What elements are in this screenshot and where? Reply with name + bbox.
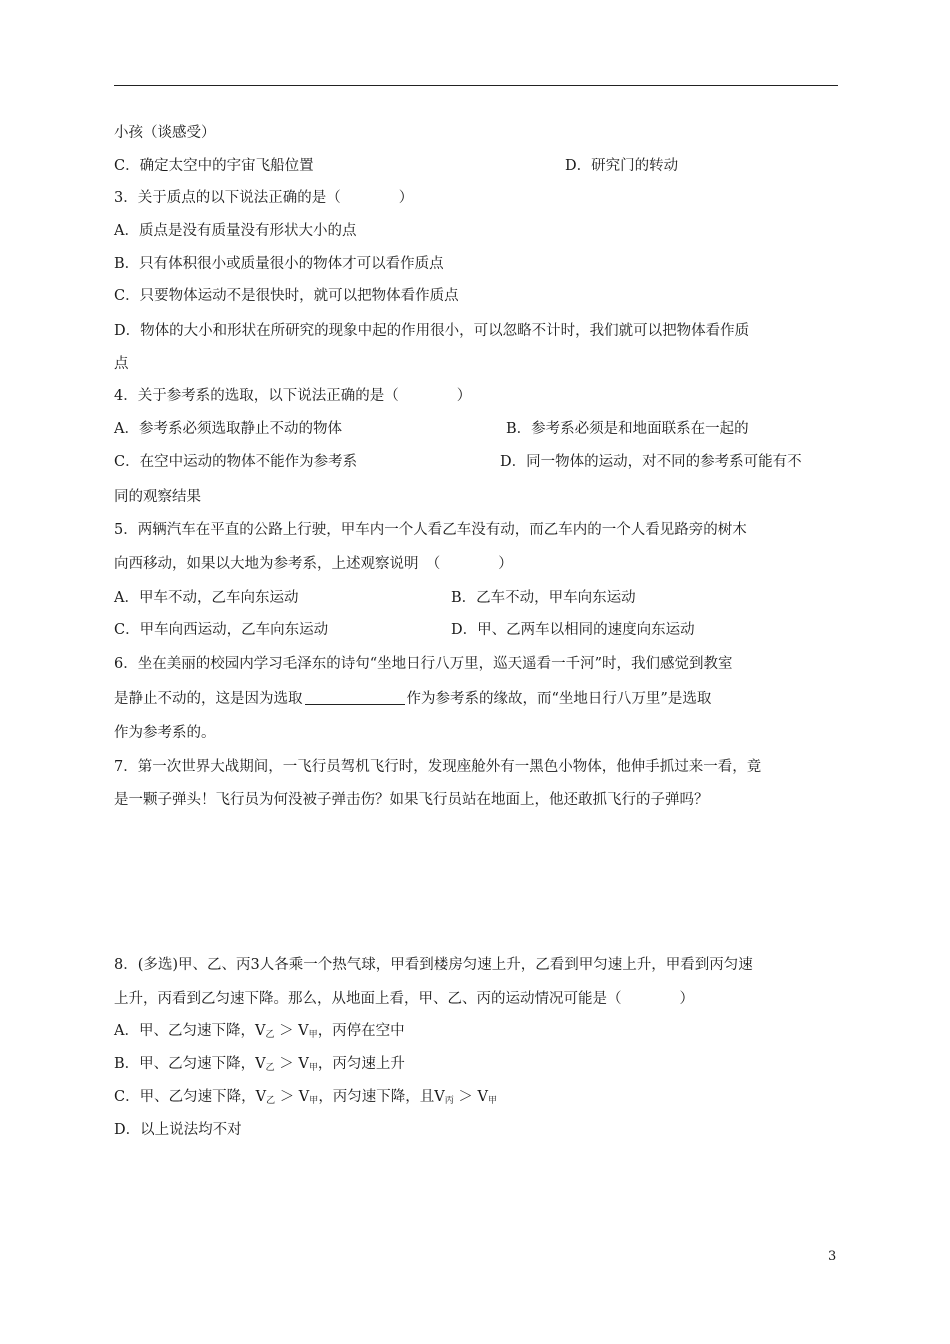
q4-option-d-cont: 同的观察结果: [114, 489, 201, 505]
q8-a-tail: ，丙停在空中: [317, 1023, 405, 1039]
q6-stem-end: 作为参考系的。: [114, 725, 216, 741]
q8-stem-cont: 上升，丙看到乙匀速下降。那么，从地面上看，甲、乙、丙的运动情况可能是（ ）: [114, 991, 694, 1007]
q3-option-d-cont: 点: [114, 356, 129, 372]
answer-blank[interactable]: [305, 689, 405, 705]
q5-option-d: D．甲、乙两车以相同的速度向东运动: [451, 622, 695, 638]
q4-option-c: C．在空中运动的物体不能作为参考系: [114, 454, 358, 470]
q8-a-text: A．甲、乙匀速下降，V: [114, 1023, 266, 1039]
page-number: 3: [828, 1249, 837, 1264]
q2-tail-text: 小孩（谈感受）: [114, 125, 216, 141]
q6-text-after-blank: 作为参考系的缘故，而“坐地日行八万里”是选取: [406, 691, 712, 707]
q5-stem: 5．两辆汽车在平直的公路上行驶，甲车内一个人看乙车没有动，而乙车内的一个人看见路旁的树木: [114, 522, 747, 538]
q6-text-before-blank: 是静止不动的，这是因为选取: [114, 691, 303, 707]
q8-b-comparator: ＞ V: [274, 1056, 309, 1072]
q2-option-d: D．研究门的转动: [565, 158, 679, 174]
q3-stem: 3．关于质点的以下说法正确的是（ ）: [114, 190, 414, 206]
q3-option-c: C．只要物体运动不是很快时，就可以把物体看作质点: [114, 288, 459, 304]
q3-option-b: B．只有体积很小或质量很小的物体才可以看作质点: [114, 256, 444, 272]
q8-a-comparator: ＞ V: [274, 1023, 309, 1039]
q8-c-tail: ，丙匀速下降，且V: [318, 1089, 445, 1105]
q8-c-sub3: 丙: [444, 1096, 454, 1106]
q8-c-comparator: ＞ V: [275, 1089, 310, 1105]
q8-b-sub1: 乙: [265, 1063, 275, 1073]
q7-stem-cont: 是一颗子弹头！飞行员为何没被子弹击伤？如果飞行员站在地面上，他还敢抓飞行的子弹吗？: [114, 792, 709, 808]
q8-b-tail: ，丙匀速上升: [317, 1056, 405, 1072]
q8-c-text: C．甲、乙匀速下降，V: [114, 1089, 267, 1105]
q7-stem: 7．第一次世界大战期间，一飞行员驾机飞行时，发现座舱外有一黑色小物体，他伸手抓过来一看，竟: [114, 759, 762, 775]
q6-stem-cont: [114, 689, 711, 709]
q4-option-d: D．同一物体的运动，对不同的参考系可能有不: [500, 454, 802, 470]
q3-option-a: A．质点是没有质量没有形状大小的点: [114, 223, 357, 239]
q4-stem: 4．关于参考系的选取，以下说法正确的是（ ）: [114, 388, 472, 404]
q8-b-sub2: 甲: [308, 1063, 318, 1073]
q5-option-b: B．乙车不动，甲车向东运动: [451, 590, 636, 606]
q4-option-b: B．参考系必须是和地面联系在一起的: [506, 421, 749, 437]
q8-option-b: [114, 1054, 405, 1078]
q8-b-text: B．甲、乙匀速下降，V: [114, 1056, 266, 1072]
q8-c-sub4: 甲: [488, 1096, 498, 1106]
q8-c-comparator2: ＞ V: [453, 1089, 489, 1105]
q6-stem: 6．坐在美丽的校园内学习毛泽东的诗句“坐地日行八万里，巡天遥看一千河”时，我们感觉到教室: [114, 656, 733, 672]
q8-option-a: [114, 1021, 405, 1045]
q8-stem: 8．(多选)甲、乙、丙3人各乘一个热气球，甲看到楼房匀速上升，乙看到甲匀速上升，甲看到丙匀速: [114, 957, 753, 973]
q8-option-c: [114, 1087, 497, 1111]
q8-a-sub2: 甲: [308, 1030, 318, 1040]
q8-c-sub2: 甲: [309, 1096, 319, 1106]
q8-c-sub1: 乙: [266, 1096, 276, 1106]
header-rule: [114, 85, 838, 86]
q5-option-c: C．甲车向西运动，乙车向东运动: [114, 622, 329, 638]
q3-option-d: D．物体的大小和形状在所研究的现象中起的作用很小，可以忽略不计时，我们就可以把物体看作质: [114, 323, 750, 339]
q5-option-a: A．甲车不动，乙车向东运动: [114, 590, 299, 606]
q5-stem-cont: 向西移动，如果以大地为参考系，上述观察说明 （ ）: [114, 556, 513, 572]
q2-option-c: C．确定太空中的宇宙飞船位置: [114, 158, 314, 174]
q4-option-a: A．参考系必须选取静止不动的物体: [114, 421, 342, 437]
q8-option-d: D．以上说法均不对: [114, 1122, 242, 1138]
q8-a-sub1: 乙: [265, 1030, 275, 1040]
